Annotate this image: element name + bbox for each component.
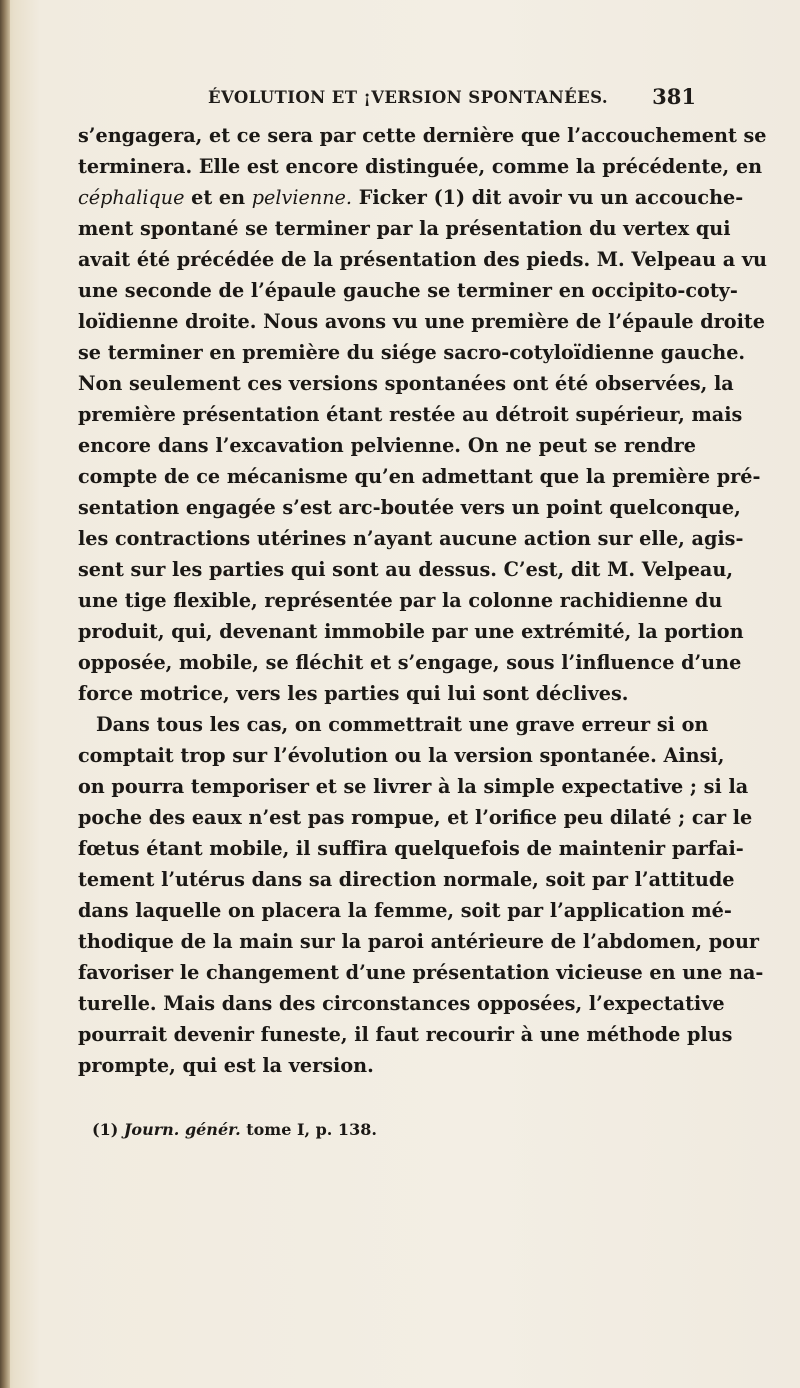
text-line: encore dans l’excavation pelvienne. On ne peut se rendre bbox=[78, 434, 696, 457]
text-line: poche des eaux n’est pas rompue, et l’orifice peu dilaté ; car le bbox=[78, 806, 753, 829]
text-fragment: Ficker (1) dit avoir vu un accouche- bbox=[352, 186, 744, 209]
text-fragment: et en bbox=[184, 186, 252, 209]
text-line: tement l’utérus dans sa direction normale, soit par l’attitude bbox=[78, 868, 735, 891]
text-line: opposée, mobile, se fléchit et s’engage, sous l’influence d’une bbox=[78, 651, 742, 674]
text-line: produit, qui, devenant immobile par une extrémité, la portion bbox=[78, 620, 744, 643]
text-line: les contractions utérines n’ayant aucune action sur elle, agis- bbox=[78, 527, 744, 550]
text-line: Dans tous les cas, on commettrait une grave erreur si on bbox=[96, 713, 709, 736]
text-line: turelle. Mais dans des circonstances opposées, l’expectative bbox=[78, 992, 725, 1015]
text-line: terminera. Elle est encore distinguée, comme la précédente, en bbox=[78, 155, 763, 178]
book-binding-edge bbox=[0, 0, 10, 1388]
text-line: thodique de la main sur la paroi antérieure de l’abdomen, pour bbox=[78, 930, 760, 953]
text-line: fœtus étant mobile, il suffira quelquefois de maintenir parfai- bbox=[78, 837, 744, 860]
footnote-marker: (1) bbox=[92, 1120, 119, 1139]
text-line: loïdienne droite. Nous avons vu une première de l’épaule droite bbox=[78, 310, 765, 333]
text-line bbox=[78, 182, 744, 213]
text-line: une seconde de l’épaule gauche se terminer en occipito-coty- bbox=[78, 279, 738, 302]
text-line: ment spontané se terminer par la présentation du vertex qui bbox=[78, 217, 731, 240]
page-number: 381 bbox=[652, 84, 696, 109]
body-text bbox=[78, 120, 767, 1081]
text-line: pourrait devenir funeste, il faut recourir à une méthode plus bbox=[78, 1023, 733, 1046]
italic-term: céphalique bbox=[78, 186, 185, 209]
text-line: Non seulement ces versions spontanées ont été observées, la bbox=[78, 372, 734, 395]
text-line: compte de ce mécanisme qu’en admettant que la première pré- bbox=[78, 465, 761, 488]
text-line: favoriser le changement d’une présentation vicieuse en une na- bbox=[78, 961, 764, 984]
footnote-work-title: Journ. génér. bbox=[123, 1120, 241, 1139]
text-line: on pourra temporiser et se livrer à la simple expectative ; si la bbox=[78, 775, 749, 798]
footnote bbox=[92, 1120, 377, 1139]
text-line: avait été précédée de la présentation des pieds. M. Velpeau a vu bbox=[78, 248, 767, 271]
text-line: sent sur les parties qui sont au dessus. C’est, dit M. Velpeau, bbox=[78, 558, 733, 581]
italic-term: pelvienne. bbox=[251, 186, 353, 209]
running-title: ÉVOLUTION ET ¡VERSION SPONTANÉES. bbox=[208, 88, 608, 107]
text-line: première présentation étant restée au détroit supérieur, mais bbox=[78, 403, 743, 426]
text-line: force motrice, vers les parties qui lui sont déclives. bbox=[78, 682, 629, 705]
text-line: s’engagera, et ce sera par cette dernière que l’accouchement se bbox=[78, 124, 767, 147]
text-line: une tige flexible, représentée par la colonne rachidienne du bbox=[78, 589, 723, 612]
text-line: dans laquelle on placera la femme, soit par l’application mé- bbox=[78, 899, 732, 922]
text-line: sentation engagée s’est arc-boutée vers un point quelconque, bbox=[78, 496, 741, 519]
text-line: prompte, qui est la version. bbox=[78, 1054, 374, 1077]
footnote-reference: tome I, p. 138. bbox=[246, 1120, 377, 1139]
page-header bbox=[78, 84, 696, 114]
text-line: se terminer en première du siége sacro-cotyloïdienne gauche. bbox=[78, 341, 746, 364]
text-line: comptait trop sur l’évolution ou la version spontanée. Ainsi, bbox=[78, 744, 725, 767]
